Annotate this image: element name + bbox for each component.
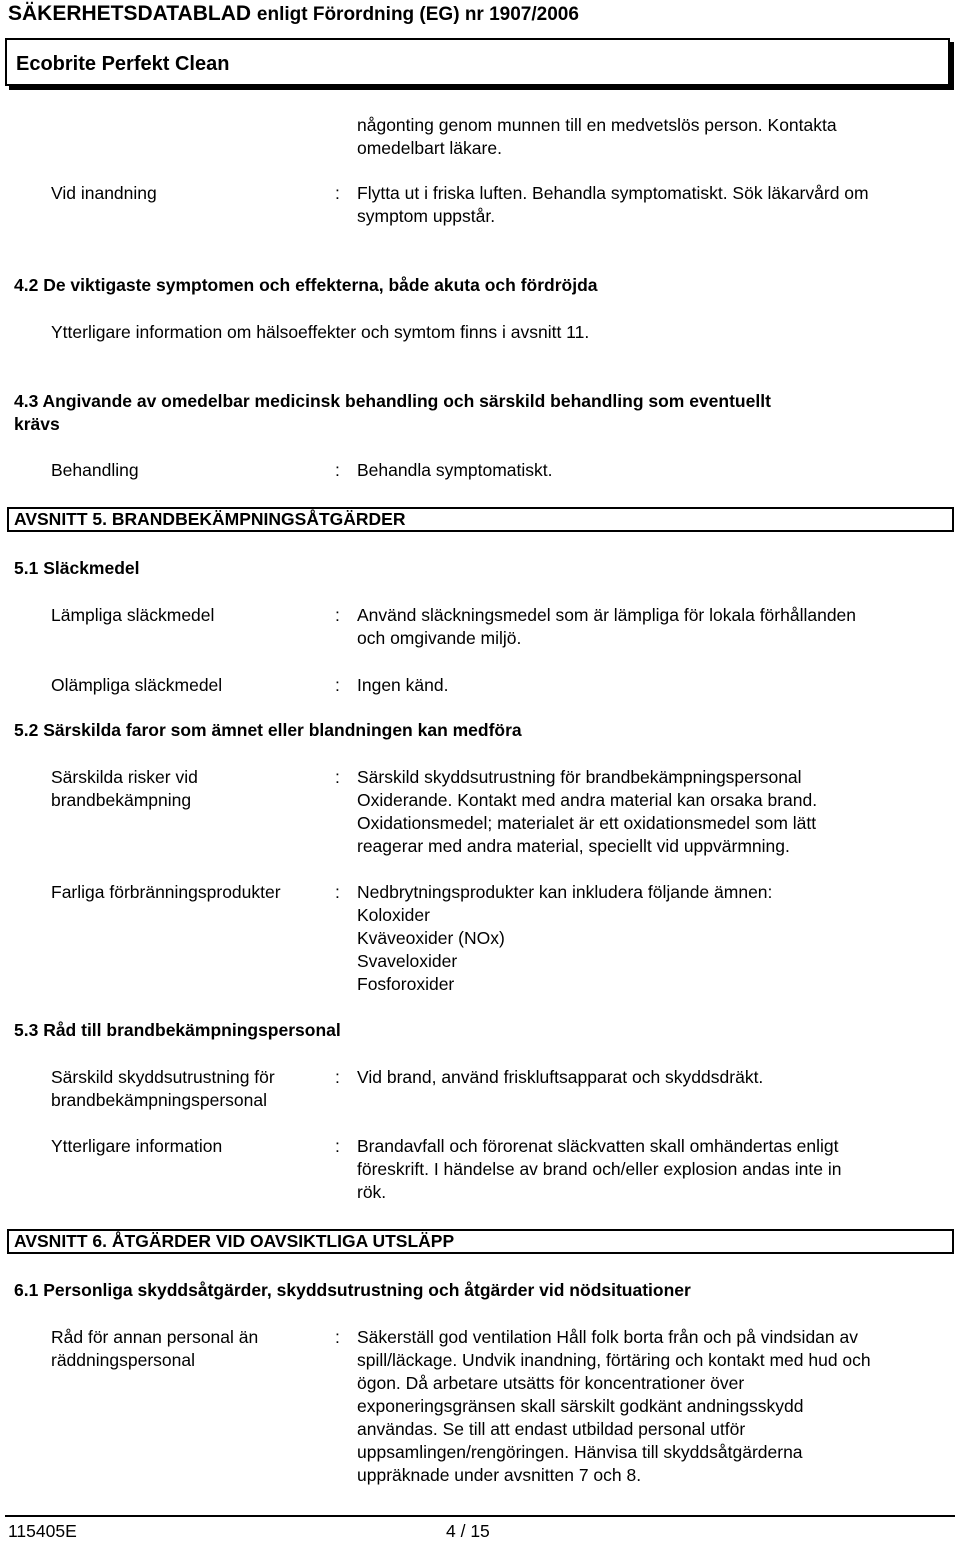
non-emergency-advice-label-cont: räddningspersonal [51, 1350, 195, 1370]
ingestion-text-line: någonting genom munnen till en medvetslös person. Kontakta [357, 115, 837, 135]
special-hazards-label-cont: brandbekämpning [51, 790, 192, 810]
document-type: SÄKERHETSDATABLAD [8, 2, 252, 25]
combustion-product-item: Fosforoxider [357, 974, 455, 994]
combustion-product-item: Svaveloxider [357, 951, 458, 971]
subsection-4-2-text: Ytterligare information om hälsoeffekter och symtom finns i avsnitt 11. [51, 322, 590, 342]
product-name-box [5, 38, 950, 86]
special-hazards-text-line: Särskild skyddsutrustning för brandbekämpningspersonal [357, 767, 802, 787]
combustion-product-item: Kväveoxider (NOx) [357, 928, 505, 948]
inhalation-text-line: Flytta ut i friska luften. Behandla symptomatiskt. Sök läkarvård om [357, 183, 869, 203]
subsection-6-1-heading: 6.1 Personliga skyddsåtgärder, skyddsutrustning och åtgärder vid nödsituationer [14, 1280, 691, 1300]
section-5-title: AVSNITT 5. BRANDBEKÄMPNINGSÅTGÄRDER [14, 509, 406, 529]
non-emergency-advice-text-line: ögon. Då arbetare utsätts för koncentrationer över [357, 1373, 745, 1393]
treatment-value: Behandla symptomatiskt. [357, 460, 553, 480]
subsection-4-2-heading: 4.2 De viktigaste symptomen och effekterna, både akuta och fördröjda [14, 275, 598, 295]
section-5-header [7, 507, 954, 532]
section-6-title: AVSNITT 6. ÅTGÄRDER VID OAVSIKTLIGA UTSLÄPP [14, 1231, 455, 1251]
regulation-reference: enligt Förordning (EG) nr 1907/2006 [256, 4, 579, 25]
ingestion-text-line: omedelbart läkare. [357, 138, 502, 158]
unsuitable-media-label: Olämpliga släckmedel [51, 675, 223, 695]
non-emergency-advice-text-line: uppräknade under avsnitten 7 och 8. [357, 1465, 642, 1485]
subsection-5-1-heading: 5.1 Släckmedel [14, 558, 140, 578]
further-info-text-line: föreskrift. I händelse av brand och/eller explosion andas inte in [357, 1159, 842, 1179]
product-name: Ecobrite Perfekt Clean [16, 53, 230, 75]
further-info-text-line: rök. [357, 1182, 387, 1202]
section-6-header [7, 1229, 954, 1254]
non-emergency-advice-text-line: uppsamlingen/rengöringen. Hänvisa till skyddsåtgärderna [357, 1442, 803, 1462]
unsuitable-media-value: Ingen känd. [357, 675, 449, 695]
firefighter-ppe-label: Särskild skyddsutrustning för [51, 1067, 275, 1087]
suitable-media-text-line: och omgivande miljö. [357, 628, 522, 648]
special-hazards-text-line: Oxidationsmedel; materialet är ett oxidationsmedel som lätt [357, 813, 817, 833]
subsection-4-3-heading-cont: krävs [14, 414, 60, 434]
firefighter-ppe-label-cont: brandbekämpningspersonal [51, 1090, 267, 1110]
field-separator: : [335, 1136, 340, 1156]
inhalation-text-line: symptom uppstår. [357, 206, 496, 226]
footer-divider [5, 1515, 955, 1517]
non-emergency-advice-text-line: exponeringsgränsen skall särskilt godkänt andningsskydd [357, 1396, 804, 1416]
field-separator: : [335, 882, 340, 902]
subsection-5-3-heading: 5.3 Råd till brandbekämpningspersonal [14, 1020, 341, 1040]
non-emergency-advice-text-line: Säkerställ god ventilation Håll folk borta från och på vindsidan av [357, 1327, 858, 1347]
page-number: 4 / 15 [446, 1521, 490, 1541]
non-emergency-advice-text-line: användas. Se till att endast utbildad personal utför [357, 1419, 746, 1439]
field-separator: : [335, 675, 340, 695]
treatment-label: Behandling [51, 460, 139, 480]
document-title [8, 2, 952, 26]
non-emergency-advice-text-line: spill/läckage. Undvik inandning, förtäring och kontakt med hud och [357, 1350, 871, 1370]
further-info-label: Ytterligare information [51, 1136, 223, 1156]
special-hazards-text-line: Oxiderande. Kontakt med andra material kan orsaka brand. [357, 790, 818, 810]
field-separator: : [335, 767, 340, 787]
subsection-4-3-heading: 4.3 Angivande av omedelbar medicinsk behandling och särskild behandling som eventuellt [14, 391, 771, 411]
special-hazards-label: Särskilda risker vid [51, 767, 198, 787]
field-separator: : [335, 1327, 340, 1347]
field-separator: : [335, 1067, 340, 1087]
combustion-products-label: Farliga förbränningsprodukter [51, 882, 281, 902]
suitable-media-label: Lämpliga släckmedel [51, 605, 215, 625]
combustion-product-item: Koloxider [357, 905, 430, 925]
non-emergency-advice-label: Råd för annan personal än [51, 1327, 259, 1347]
further-info-text-line: Brandavfall och förorenat släckvatten skall omhändertas enligt [357, 1136, 839, 1156]
combustion-products-text-line: Nedbrytningsprodukter kan inkludera följande ämnen: [357, 882, 773, 902]
special-hazards-text-line: reagerar med andra material, speciellt vid uppvärmning. [357, 836, 790, 856]
field-separator: : [335, 183, 340, 203]
field-separator: : [335, 605, 340, 625]
firefighter-ppe-value: Vid brand, använd friskluftsapparat och skyddsdräkt. [357, 1067, 764, 1087]
field-separator: : [335, 460, 340, 480]
document-id: 115405E [8, 1521, 77, 1541]
inhalation-label: Vid inandning [51, 183, 157, 203]
subsection-5-2-heading: 5.2 Särskilda faror som ämnet eller blandningen kan medföra [14, 720, 522, 740]
suitable-media-text-line: Använd släckningsmedel som är lämpliga för lokala förhållanden [357, 605, 857, 625]
